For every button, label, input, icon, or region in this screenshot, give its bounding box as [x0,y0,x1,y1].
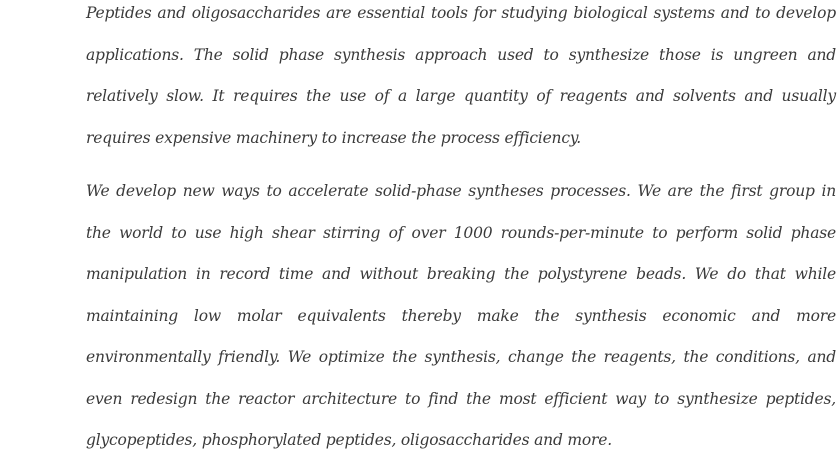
intro-paragraph: Peptides and oligosaccharides are essential tools for studying biological systems and to develop applications. The solid phase synthesis approach used to synthesize those is ungreen and relatively slow. It requires the use of a large quantity of reagents and solvents and usually requires expensive machinery to increase the process efficiency. [86,4,836,147]
research-paragraph: We develop new ways to accelerate solid-phase syntheses processes. We are the first group in the world to use high shear stirring of over 1000 rounds-per-minute to perform solid phase manipulation in record time and without breaking the polystyrene beads. We do that while maintaining low molar equivalents thereby make the synthesis economic and more environmentally friendly. We optimize the synthesis, change the reagents, the conditions, and even redesign the reactor architecture to find the most efficient way to synthesize peptides, glycopeptides, phosphorylated peptides, oligosaccharides and more. [86,182,836,449]
article-body [86,0,836,462]
